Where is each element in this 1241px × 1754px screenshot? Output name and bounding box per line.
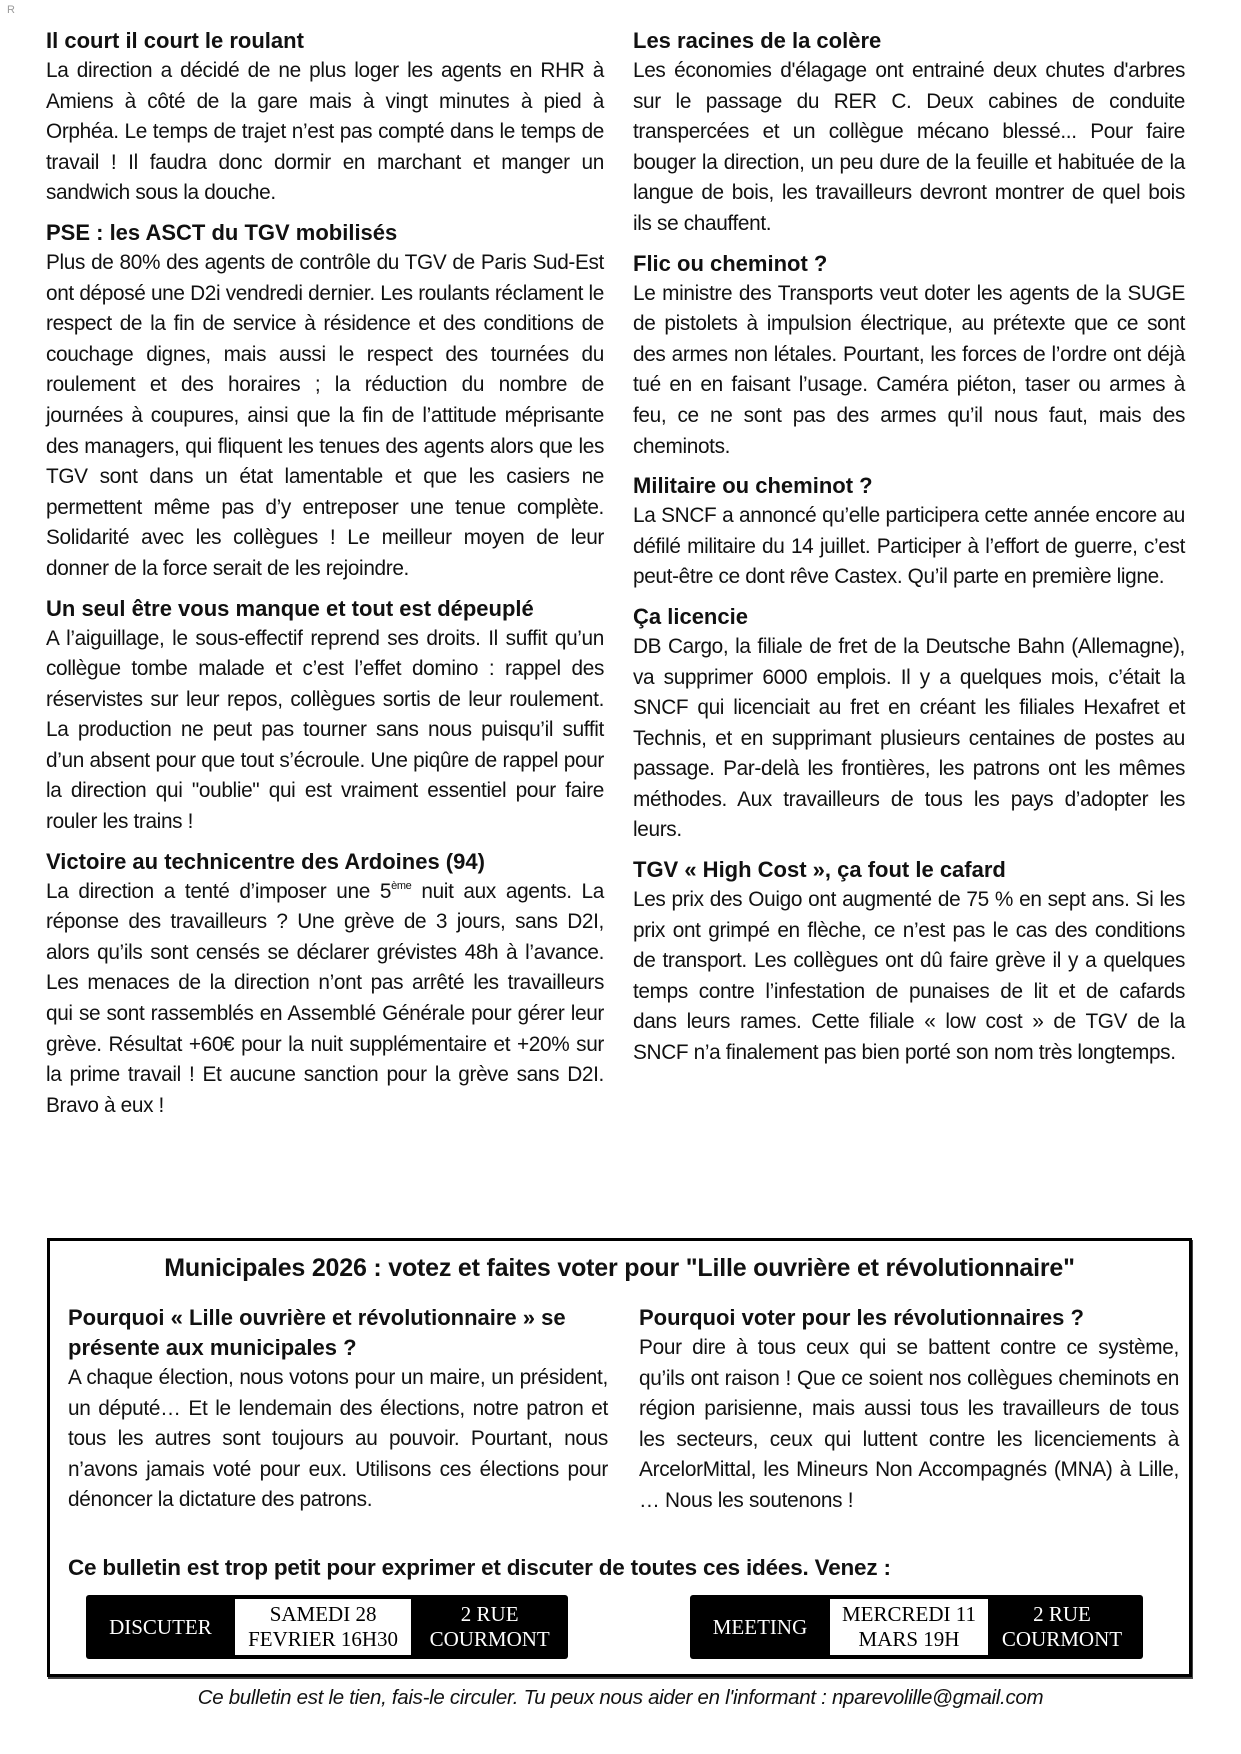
event-discuter <box>86 1595 568 1659</box>
event-address: 2 RUE COURMONT <box>429 1602 550 1651</box>
article-tgv-high-cost <box>633 855 1185 1069</box>
box-heading: Pourquoi « Lille ouvrière et révolutionnaire » se présente aux municipales ? <box>68 1305 566 1360</box>
corner-mark: R <box>7 4 15 16</box>
article-flic-cheminot <box>633 249 1185 463</box>
article-ca-licencie <box>633 602 1185 846</box>
municipales-box <box>47 1238 1192 1677</box>
box-title: Municipales 2026 : votez et faites voter pour "Lille ouvrière et révolutionnaire" <box>164 1254 1075 1282</box>
article-title: TGV « High Cost », ça fout le cafard <box>633 857 1006 883</box>
article-body: La SNCF a annoncé qu’elle participera cette année encore au défilé militaire du 14 juillet. Participer à l’effort de guerre, c’est peut-être ce dont rêve Castex. Qu’il parte en première ligne. <box>633 504 1185 589</box>
box-body: Pour dire à tous ceux qui se battent contre ce système, qu’ils ont raison ! Que ce soient nos collègues cheminots en région parisienne, mais aussi tous les travailleurs de tous les secteurs, ceux qui luttent contre les licenciements à ArcelorMittal, les Mineurs Non Accompagnés (MNA) à Lille, … Nous les soutenons ! <box>639 1336 1179 1512</box>
article-title: Il court il court le roulant <box>46 28 304 53</box>
box-left-column <box>68 1303 608 1516</box>
article-title: Un seul être vous manque et tout est dépeuplé <box>46 595 534 621</box>
box-call-to-action: Ce bulletin est trop petit pour exprimer et discuter de toutes ces idées. Venez : <box>68 1555 891 1580</box>
article-roulant <box>46 26 604 209</box>
article-racines-colere <box>633 26 1185 240</box>
article-body: Les économies d'élagage ont entrainé deux chutes d'arbres sur le passage du RER C. Deux cabines de conduite transpercées et un collègue mécano blessé... Pour faire bouger la direction, un peu dure de la feuille et habituée de la langue de bois, les travailleurs devront montrer de quel bois ils se chauffent. <box>633 59 1185 235</box>
box-heading: Pourquoi voter pour les révolutionnaires ? <box>639 1305 1084 1330</box>
article-ardoines <box>46 847 604 1122</box>
article-body: La direction a tenté d’imposer une 5ème nuit aux agents. La réponse des travailleurs ? Une grève de 3 jours, sans D2I, alors qu’ils sont censés se déclarer grévistes 48h à l’avance. Les menaces de la direction n’ont pas arrêté les travailleurs qui se sont rassemblés en Assemblé Générale pour gérer leur grève. Résultat +60€ pour la nuit supplémentaire et +20% sur la prime travail ! Et aucune sanction pour la grève sans D2I. Bravo à eux ! <box>46 879 604 1117</box>
article-title: Les racines de la colère <box>633 28 882 53</box>
box-right-column <box>639 1303 1179 1517</box>
event-date: MERCREDI 11 MARS 19H <box>830 1599 988 1655</box>
right-column <box>633 26 1185 1078</box>
footer-contact: Ce bulletin est le tien, fais-le circuler. Tu peux nous aider en l'informant : nparevolille@gmail.com <box>197 1686 1044 1709</box>
event-date: SAMEDI 28 FEVRIER 16H30 <box>235 1599 411 1655</box>
box-body: A chaque élection, nous votons pour un maire, un président, un député… Et le lendemain des élections, notre patron et tous les autres sont toujours au pouvoir. Pourtant, nous n’avons jamais voté pour eux. Utilisons ces élections pour dénoncer la dictature des patrons. <box>68 1366 608 1512</box>
article-title: Flic ou cheminot ? <box>633 250 828 276</box>
article-body: DB Cargo, la filiale de fret de la Deutsche Bahn (Allemagne), va supprimer 6000 emplois. Il y a quelques mois, c’était la SNCF qui licenciait au fret en créant les filiales Hexafret et Technis, et en supprimant plusieurs centaines de postes au passage. Par-delà les frontières, les patrons ont les mêmes méthodes. Aux travailleurs de tous les pays d’adopter les leurs. <box>633 634 1185 842</box>
event-address: 2 RUE COURMONT <box>1001 1602 1123 1651</box>
event-meeting <box>690 1595 1143 1659</box>
article-body: A l’aiguillage, le sous-effectif reprend ses droits. Il suffit qu’un collègue tombe malade et c’est l’effet domino : rappel des réservistes sur leur repos, collègues sortis de leur roulement. La production ne peut pas tourner sans nous puisqu’il suffit d’un absent pour que tout s’écroule. Une piqûre de rappel pour la direction qui "oublie" qui est vraiment essentiel pour faire rouler les trains ! <box>46 626 604 834</box>
article-title: Victoire au technicentre des Ardoines (94) <box>46 848 485 874</box>
article-body: La direction a décidé de ne plus loger les agents en RHR à Amiens à côté de la gare mais à vingt minutes à pied à Orphéa. Le temps de trajet n’est pas compté dans le temps de travail ! Il faudra donc dormir en marchant et manger un sandwich sous la douche. <box>46 59 604 205</box>
article-body: Les prix des Ouigo ont augmenté de 75 % en sept ans. Si les prix ont grimpé en flèche, ce n’est pas le cas des conditions de transport. Les collègues ont dû faire grève il y a quelques temps contre l’infestation de punaises de lit et de cafards dans leurs rames. Cette filiale « low cost » de TGV de la SNCF n’a finalement pas bien porté son nom très longtemps. <box>633 888 1185 1065</box>
article-aiguillage <box>46 594 604 838</box>
article-body: Le ministre des Transports veut doter les agents de la SUGE de pistolets à impulsion électrique, au prétexte que ce sont des armes non létales. Pourtant, les forces de l’ordre ont déjà tué en en faisant l’usage. Caméra piéton, taser ou armes à feu, ce ne sont pas des armes qu’il nous faut, mais des cheminots. <box>633 281 1185 458</box>
article-title: PSE : les ASCT du TGV mobilisés <box>46 219 398 245</box>
superscript: ème <box>391 879 412 892</box>
article-title: Militaire ou cheminot ? <box>633 473 873 499</box>
left-column <box>46 26 604 1130</box>
event-label: MEETING <box>712 1614 808 1639</box>
article-pse-asct <box>46 218 604 585</box>
article-militaire-cheminot <box>633 471 1185 593</box>
event-label: DISCUTER <box>109 1614 212 1639</box>
article-body: Plus de 80% des agents de contrôle du TGV de Paris Sud-Est ont déposé une D2i vendredi dernier. Les roulants réclament le respect de la fin de service à résidence et des conditions de couchage dignes, mais aussi le respect des tournées du roulement et des horaires ; la réduction du nombre de journées à coupures, ainsi que la fin de l’attitude méprisante des managers, qui fliquent les tenues des agents alors que les TGV sont dans un état lamentable et que les casiers ne permettent même pas d’y entreposer une tenue complète. Solidarité avec les collègues ! Le meilleur moyen de leur donner de la force serait de les rejoindre. <box>46 250 604 580</box>
article-title: Ça licencie <box>633 603 748 629</box>
